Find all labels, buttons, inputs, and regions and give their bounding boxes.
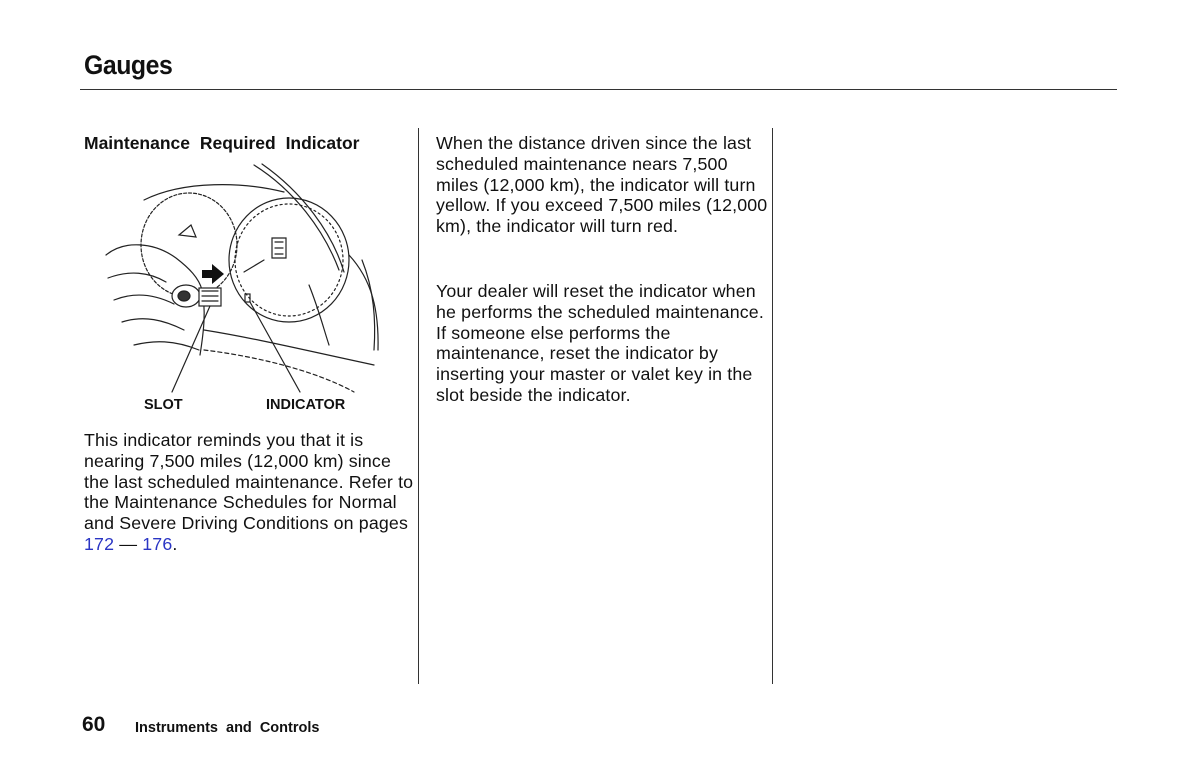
column-divider-right bbox=[772, 128, 773, 684]
page-number: 60 bbox=[82, 713, 106, 736]
caption-indicator: INDICATOR bbox=[266, 397, 346, 413]
description-text: This indicator reminds you that it is nearing 7,500 miles (12,000 km) since the last scheduled maintenance. Refer to the Maintenance Schedules for Normal and Severe Driving Conditions on pages bbox=[84, 430, 414, 534]
section-heading: Maintenance Required Indicator bbox=[84, 133, 360, 153]
caption-slot: SLOT bbox=[144, 397, 183, 413]
page-range-dash: — bbox=[114, 533, 143, 554]
key-in-slot-illustration bbox=[104, 160, 384, 396]
distance-paragraph: When the distance driven since the last scheduled maintenance nears 7,500 miles (12,000 km), the indicator will turn yellow. If you exceed 7,500 miles (12,000 km), the indicator will turn red. bbox=[436, 133, 768, 237]
description-end: . bbox=[172, 533, 178, 554]
page-link-172[interactable]: 172 bbox=[84, 533, 115, 554]
reset-paragraph: Your dealer will reset the indicator when he performs the scheduled maintenance. If someone else performs the maintenance, reset the indicator by inserting your master or valet key in the slot beside the indicator. bbox=[436, 281, 764, 405]
indicator-description bbox=[84, 430, 419, 555]
column-divider-left bbox=[418, 128, 419, 684]
page-link-176[interactable]: 176 bbox=[142, 533, 173, 554]
section-name: Instruments and Controls bbox=[135, 720, 320, 736]
page-title: Gauges bbox=[84, 50, 173, 80]
arrow-icon bbox=[202, 264, 224, 284]
header-rule bbox=[80, 89, 1117, 90]
